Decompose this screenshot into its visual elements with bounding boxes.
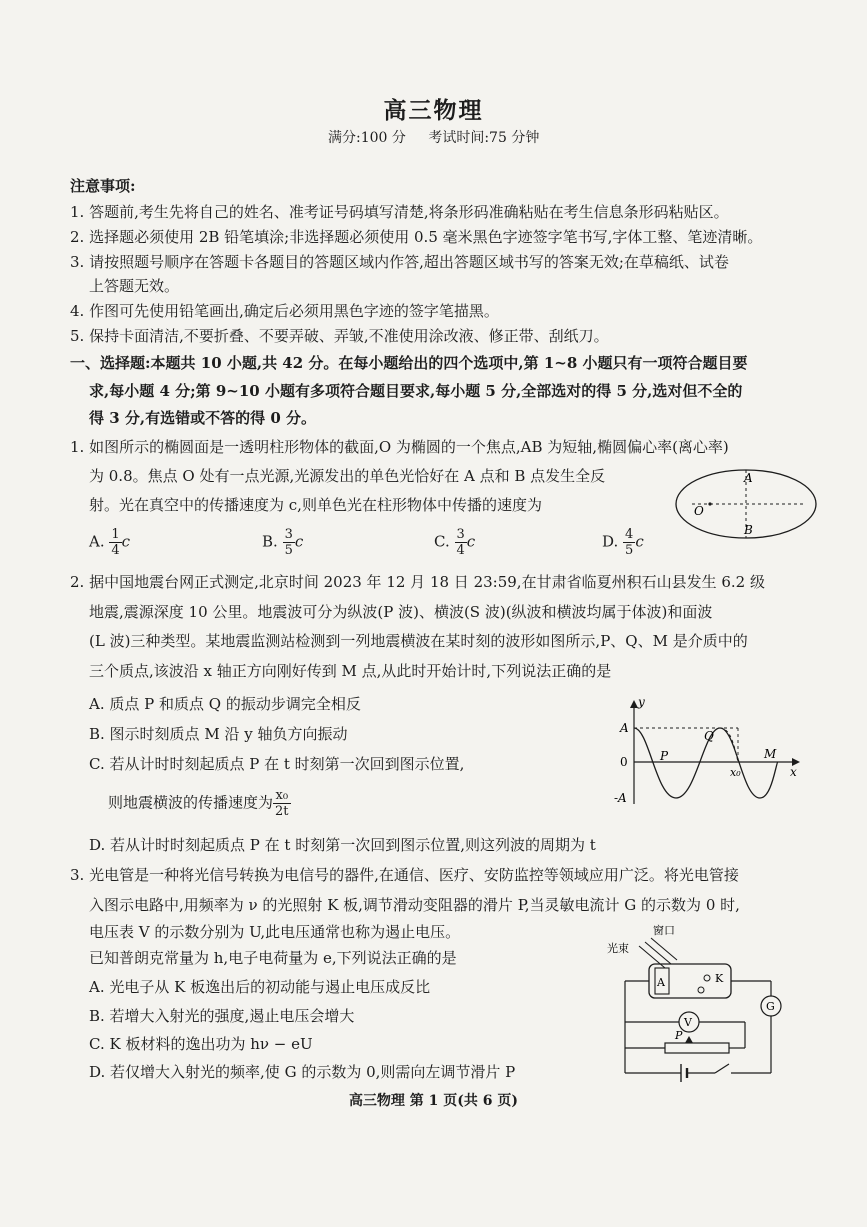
page-title: 高三物理 (383, 97, 484, 124)
section-instructions: 一、选择题:本题共 10 小题,共 42 分。在每小题给出的四个选项中,第 1~8 小题只有一项符合题目要 (70, 354, 748, 372)
note-item: 3. 请按照题号顺序在答题卡各题目的答题区域内作答,超出答题区域书写的答案无效;在草稿纸、试卷 (70, 253, 729, 271)
voltmeter-label: V (684, 1016, 692, 1029)
dashed-wave (720, 728, 738, 762)
plate-a-label: A (657, 976, 665, 989)
fraction: $\frac{1}{4}$ (111, 527, 120, 558)
question-3-text: 已知普朗克常量为 h,电子电荷量为 e,下列说法正确的是 (89, 949, 457, 967)
beam-line (651, 938, 677, 960)
question-2-text: (L 波)三种类型。某地震监测站检测到一列地震横波在某时刻的波形如图所示,P、Q、M 是介质中的 (89, 632, 748, 650)
x0-label: x₀ (730, 766, 741, 779)
note-item: 4. 作图可先使用铅笔画出,确定后必须用黑色字迹的签字笔描黑。 (70, 302, 499, 320)
q3-option-b: B. 若增大入射光的强度,遏止电压会增大 (89, 1007, 355, 1025)
label-b: B (744, 523, 753, 537)
electron-icon (698, 987, 704, 993)
question-1-text: 为 0.8。焦点 O 处有一点光源,光源发出的单色光恰好在 A 点和 B 点发生全反 (89, 467, 606, 485)
switch (715, 1064, 729, 1073)
exam-time: 考试时间:75 分钟 (428, 130, 540, 146)
question-1-text: 1. 如图所示的椭圆面是一透明柱形物体的截面,O 为椭圆的一个焦点,AB 为短轴,椭圆偏心率(离心率) (70, 438, 729, 456)
slider-arrow-icon (685, 1036, 693, 1043)
question-3-text: 入图示电路中,用频率为 ν 的光照射 K 板,调节滑动变阻器的滑片 P,当灵敏电流计 G 的示数为 0 时, (89, 896, 740, 914)
neg-amplitude-label: -A (614, 791, 627, 805)
point-q-label: Q (704, 729, 714, 743)
rheostat (665, 1043, 729, 1053)
exam-meta (328, 127, 557, 147)
q2-option-c-cont: 则地震横波的传播速度为 $\frac{\text{x₀}}{2t}$ (108, 788, 289, 819)
focus-point (708, 502, 711, 505)
beam-label: 光束 (607, 942, 629, 955)
galvanometer-label: G (766, 1000, 775, 1013)
electron-icon (704, 975, 710, 981)
point-p-label: P (660, 749, 669, 763)
q2-option-c: C. 若从计时时刻起质点 P 在 t 时刻第一次回到图示位置, (89, 755, 465, 773)
q3-option-c: C. K 板材料的逸出功为 hν − eU (89, 1035, 313, 1053)
fraction: $\frac{3}{5}$ (284, 527, 293, 558)
note-item: 5. 保持卡面清洁,不要折叠、不要弄破、弄皱,不准使用涂改液、修正带、刮纸刀。 (70, 327, 609, 345)
question-2-text: 地震,震源深度 10 公里。地震波可分为纵波(P 波)、横波(S 波)(纵波和横波均属于体波)和面波 (89, 603, 713, 621)
origin-label: 0 (620, 755, 628, 769)
section-instructions: 求,每小题 4 分;第 9~10 小题有多项符合题目要求,每小题 5 分,全部选对的得 5 分,选对但不全的 (89, 382, 743, 400)
ellipse-figure (672, 462, 824, 544)
q1-option-c: C. $\frac{3}{4}$ c (434, 527, 476, 558)
label-a: A (744, 471, 753, 485)
note-item: 1. 答题前,考生先将自己的姓名、准考证号码填写清楚,将条形码准确粘贴在考生信息条形码粘贴区。 (70, 203, 729, 221)
note-item: 2. 选择题必须使用 2B 铅笔填涂;非选择题必须使用 0.5 毫米黑色字迹签字笔书写,字体工整、笔迹清晰。 (70, 228, 763, 246)
q2-option-d: D. 若从计时时刻起质点 P 在 t 时刻第一次回到图示位置,则这列波的周期为 t (89, 836, 596, 854)
slider-label: P (675, 1029, 683, 1042)
page-footer: 高三物理 第 1 页(共 6 页) (348, 1093, 519, 1109)
section-instructions: 得 3 分,有选错或不答的得 0 分。 (89, 409, 316, 427)
y-axis-arrow-icon (630, 700, 638, 708)
q3-option-d: D. 若仅增大入射光的频率,使 G 的示数为 0,则需向左调节滑片 P (89, 1063, 516, 1081)
note-item: 上答题无效。 (89, 277, 180, 295)
q1-option-b: B. $\frac{3}{5}$ c (262, 527, 304, 558)
question-3-text: 3. 光电管是一种将光信号转换为电信号的器件,在通信、医疗、安防监控等领域应用广泛。将光电管接 (70, 866, 739, 884)
y-label: y (638, 698, 645, 709)
q2-option-a: A. 质点 P 和质点 Q 的振动步调完全相反 (89, 695, 361, 713)
x-label: x (790, 765, 797, 779)
plate-k-label: K (715, 972, 724, 985)
wave-figure (612, 698, 802, 808)
point-m-label: M (764, 747, 777, 761)
circuit-figure (605, 918, 800, 1083)
beam-line (645, 942, 671, 964)
question-3-text: 电压表 V 的示数分别为 U,此电压通常也称为遏止电压。 (89, 923, 461, 941)
amplitude-label: A (620, 721, 629, 735)
fraction: $\frac{\text{x₀}}{2t}$ (275, 788, 289, 819)
notes-heading: 注意事项: (70, 177, 136, 195)
q1-option-d: D. $\frac{4}{5}$ c (602, 527, 644, 558)
fraction: $\frac{3}{4}$ (456, 527, 465, 558)
question-2-text: 2. 据中国地震台网正式测定,北京时间 2023 年 12 月 18 日 23:59,在甘肃省临夏州积石山县发生 6.2 级 (70, 573, 765, 591)
label-o: O (694, 504, 704, 518)
full-marks: 满分:100 分 (328, 130, 406, 146)
q3-option-a: A. 光电子从 K 板逸出后的初动能与遏止电压成反比 (89, 978, 431, 996)
q2-option-b: B. 图示时刻质点 M 沿 y 轴负方向振动 (89, 725, 348, 743)
q1-option-a: A. $\frac{1}{4}$ c (89, 527, 131, 558)
question-1-text: 射。光在真空中的传播速度为 c,则单色光在柱形物体中传播的速度为 (89, 496, 542, 514)
window-label: 窗口 (653, 924, 675, 937)
question-2-text: 三个质点,该波沿 x 轴正方向刚好传到 M 点,从此时开始计时,下列说法正确的是 (89, 662, 612, 680)
fraction: $\frac{4}{5}$ (625, 527, 634, 558)
